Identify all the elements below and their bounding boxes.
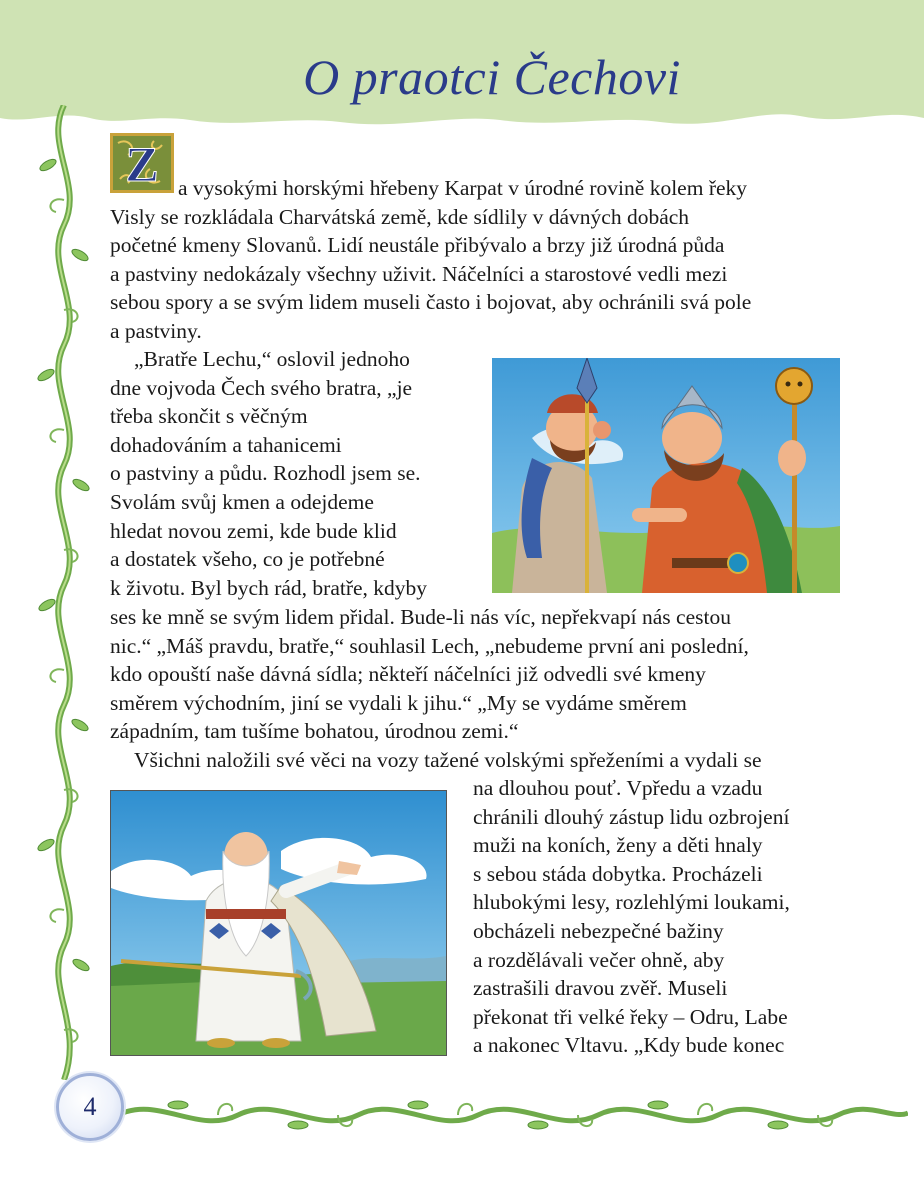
text-line: a dostatek všeho, co je potřebné (110, 547, 385, 572)
text-line: s sebou stáda dobytka. Procházeli (473, 861, 763, 886)
text-line: muži na koních, ženy a děti hnaly (473, 833, 763, 858)
text-line: a rozdělávali večer ohně, aby (473, 947, 725, 972)
left-vine-ornament (34, 105, 94, 1080)
text-line: hledat novou zemi, kde bude klid (110, 518, 397, 543)
drop-cap-letter: Z (125, 136, 159, 192)
paragraph-2-narrow (110, 345, 480, 602)
page-number-badge (56, 1073, 124, 1141)
text-line: Všichni naložili své věci na vozy tažené volskými spřeženími a vydali se (134, 748, 762, 772)
text-line: překonat tři velké řeky – Odru, Labe (473, 1004, 788, 1029)
text-line: směrem východním, jiní se vydali k jihu.“ „My se vydáme směrem (110, 690, 687, 715)
paragraph-3-first (110, 746, 850, 775)
page-number: 4 (83, 1092, 97, 1121)
bottom-vine-ornament (118, 1085, 908, 1140)
text-line: ses ke mně se svým lidem přidal. Bude-li nás víc, nepřekvapí nás cestou (110, 605, 731, 629)
text-line: dne vojvoda Čech svého bratra, „je (110, 375, 413, 400)
text-line: západním, tam tušíme bohatou, úrodnou zemi.“ (110, 719, 519, 744)
text-line: a pastviny nedokázaly všechny uživit. Náčelníci a starostové vedli mezi (110, 261, 728, 286)
text-line: nic.“ „Máš pravdu, bratře,“ souhlasil Lech, „nebudeme první ani poslední, (110, 633, 749, 658)
text-line: o pastviny a půdu. Rozhodl jsem se. (110, 461, 421, 486)
text-line: Visly se rozkládala Charvátská země, kde sídlily v dávných dobách (110, 204, 690, 229)
text-line: „Bratře Lechu,“ oslovil jednoho (134, 347, 410, 371)
text-line: k životu. Byl bych rád, bratře, kdyby (110, 575, 428, 600)
text-line: chránili dlouhý zástup lidu ozbrojení (473, 804, 790, 829)
text-line: Svolám svůj kmen a odejdeme (110, 489, 374, 514)
text-line: a pastviny. (110, 318, 202, 343)
text-line: a nakonec Vltavu. „Kdy bude konec (473, 1033, 785, 1058)
paragraph-2-wide (110, 603, 850, 746)
text-line: a vysokými horskými hřebeny Karpat v úrodné rovině kolem řeky (178, 176, 748, 200)
text-line: dohadováním a tahanicemi (110, 432, 342, 457)
text-line: kdo opouští naše dávná sídla; někteří náčelníci již odvedli své kmeny (110, 662, 706, 687)
text-line: zastrašili dravou zvěř. Museli (473, 976, 728, 1001)
text-line: početné kmeny Slovanů. Lidí neustále přibývalo a brzy již úrodná půda (110, 233, 725, 258)
text-line: obcházeli nebezpečné bažiny (473, 918, 724, 943)
text-line: na dlouhou pouť. Vpředu a vzadu (473, 776, 763, 800)
text-line: hlubokými lesy, rozlehlými loukami, (473, 890, 790, 915)
text-line: sebou spory a se svým lidem museli často i bojovat, aby ochránili svá pole (110, 290, 752, 315)
illustration-brothers-arguing (492, 358, 840, 593)
illustration-elder-with-staff (110, 790, 447, 1056)
page-title: O praotci Čechovi (303, 49, 681, 105)
paragraph-3-right (473, 774, 853, 1060)
text-line: třeba skončit s věčným (110, 404, 308, 429)
paragraph-1 (110, 174, 850, 346)
